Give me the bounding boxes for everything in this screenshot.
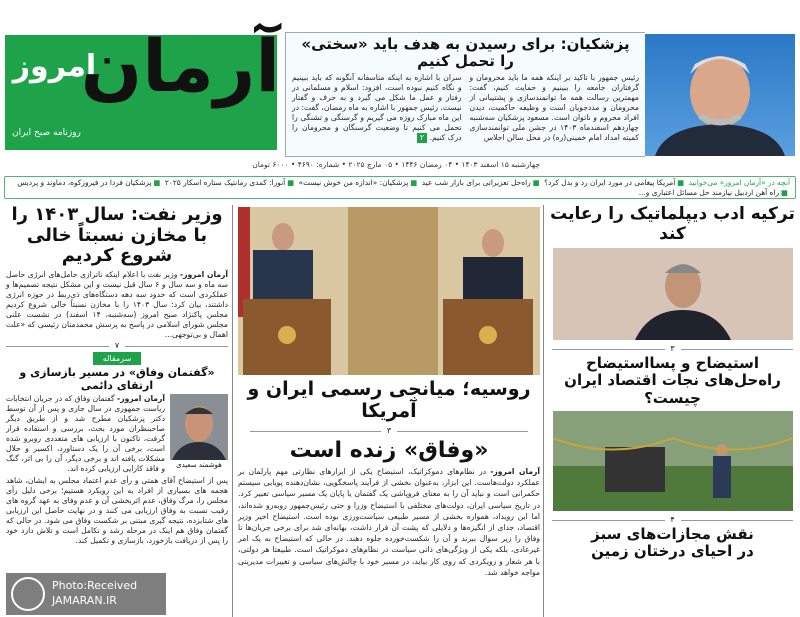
headline-line[interactable]: در احیای درختان زمین [591, 542, 754, 561]
section-divider [250, 425, 528, 435]
parliament-illustration [553, 411, 793, 511]
ticker-item[interactable]: پزشکیان فردا در فیروزکوه، دماوند و پردیس [17, 178, 152, 187]
watermark-text: Photo:Received [52, 579, 138, 592]
vefagh-headline[interactable]: «وفاق» زنده است [289, 437, 489, 463]
impeachment-headline [550, 355, 795, 407]
left-column [6, 205, 228, 617]
news-ticker: آنچه در «آرمان امروز» می‌خوانید ■آمریکا پیغامی در مورد ایران رد و بدل کرد؟ ■راه‌حل تعزیراتی برای بازار شب عید ■پزشکیان: «اندازه من خوش نیست» ■آنورا: کمدی رمانتیک ستاره اسکار ۲۰۲۵ ■پزشکیان فردا در فیروزکوه، دماوند و پردیس ■راه آهن اردبیل نیازمند حل مسائل اعتباری و... [4, 176, 796, 199]
ticker-label: آنچه در «آرمان امروز» می‌خوانید [688, 178, 790, 187]
dateline: چهارشنبه ۱۵ اسفند ۱۴۰۳ • ۰۴ رمضان ۱۴۴۶ • ۰۵ مارچ ۲۰۲۵ • شماره: ۴۶۹۰ • ۶۰۰۰ تومان [252, 160, 540, 169]
newspaper-logo: آرمان [80, 24, 280, 108]
green-penalties-headline [550, 526, 795, 561]
lead-body-col2 [292, 73, 462, 143]
watermark-text: JAMARAN.IR [52, 594, 117, 607]
ticker-item[interactable]: راه‌حل تعزیراتی برای بازار شب عید [421, 178, 531, 187]
byline: آرمان امروز- [179, 270, 228, 280]
page-ref: ۳ [665, 344, 681, 354]
headline-line[interactable]: استیضاح و پسااستیضاح [585, 354, 760, 373]
ticker-item[interactable]: راه آهن اردبیل نیازمند حل مسائل اعتباری و... [638, 187, 780, 197]
lead-headline[interactable]: پزشکیان: برای رسیدن به هدف باید «سختی» را تحمل کنیم [301, 35, 630, 70]
ticker-item[interactable]: پزشکیان: «اندازه من خوش نیست» [298, 178, 409, 187]
article-text: در نظام‌های دموکراتیک، استیضاح یکی از ابزارهای نظارتی مهم پارلمان بر عملکرد دولت‌هاست. این ابزار، به‌عنوان بخشی از فرآیند پاسخگویی، نشان‌دهنده پویایی سیستم حکمرانی است و نباید آن را به معنای فروپاشی یک گفتمان یا پایان یک مسیر سیاسی تعبیر کرد. در تاریخ سیاسی ایران، دولت‌های مختلفی با استیضاح وزرا و حتی رئیس‌جمهور روبه‌رو شده‌اند، اما این رویداد، همواره بخشی از مسیر طبیعی سیاست‌ورزی بوده است. استیضاح اخیر وزیر اقتصاد، جدای از انگیزه‌ها و دلایلی که پشت آن قرار داشت، بهانه‌ای شد برای برخی جریان‌ها تا وفاق را زیر سوال ببرند و آن را شکست‌خورده جلوه دهند. در حالی که استیضاح نه یک امر غیرعادی، بلکه یکی از ویژگی‌های ذاتی سیاست در نظام‌های دموکراتیک است. طبیعتا هر دولتی، با هر شعار و رویکردی که روی کار بیاید، در مسیر خود با چالش‌های سیاسی و تغییرات مدیریتی مواجه خواهد شد. [238, 466, 540, 577]
editorial-body-1 [6, 394, 165, 474]
section-divider [552, 344, 793, 354]
editorial-headline[interactable]: «گفتمان وفاق» در مسیر بازسازی و ارتقای دائمی [19, 366, 215, 392]
diplomats-photo [238, 207, 540, 375]
middle-column [238, 207, 540, 617]
oil-minister-body [6, 270, 228, 340]
column-divider [543, 205, 544, 617]
lead-story[interactable] [285, 32, 645, 157]
editorial-body-2: پس از استیضاح آقای همتی و رأی عدم اعتماد مجلس به ایشان، شاهد هجمه های بسیاری از افراد به این رویکرد هستیم؛ برخی دلیل رأی مجلس را، مرگ وفاق، عدم اثربخشی آن و عدم وفای به عهد گروه های رقیب نسبت به وفاق ارزیابی می کنند و در نهایت حاصل این ارزیابی های شتابزده، نتیجه گیری مبتنی بر شکست وفاق می شود. در حالی که گفتمان وفاق هم اینک در مرحله رشد و تکامل است و تلاش دارد خود را پس از دریافت بازخورد، بازسازی و تکمیل کند. [6, 476, 228, 546]
section-divider [552, 514, 793, 524]
article-text: وزیر نفت با اعلام اینکه ناترازی حامل‌های انرژی حاصل سه ماه و سه سال و ۶ سال قبل نیست و این مشکل نتیجه تصمیم‌ها و عملکردی است که حدود سه دهه دستگاه‌های ذی‌ربط در حوزه انرژی داشتند، بیان کرد: سال ۱۴۰۳ را با مخازن نسبتاً خالی شروع کردیم مجلس پاکنژاد صبح امروز (سه‌شنبه، ۱۴ اسفند) در نشست علنی مجلس شورای اسلامی در پاسخ به پرسش محمدمنان رئیسی که «علت اهمال و بی‌توجهی... [6, 270, 229, 340]
column-divider [232, 205, 233, 617]
ticker-item[interactable]: آمریکا پیغامی در مورد ایران رد و بدل کرد؟ [544, 178, 676, 187]
columnist-block [170, 394, 228, 474]
section-divider [6, 341, 228, 351]
headline-line[interactable]: نقش مجازات‌های سبز [591, 524, 754, 543]
page-ref: ۲ [417, 133, 427, 143]
portrait-illustration [645, 34, 795, 156]
portrait-illustration [553, 248, 793, 340]
jamaran-logo-icon [11, 577, 45, 611]
lead-body-col2-text: سران با اشاره به اینکه متاسفانه آنگونه که باید ببینیم و نگاه کنیم نبوده است، افزود: اسلام و مسلمانی در رفتار و عمل ما شکل می گیرد و به حرف و گفتار نیست. رئیس جمهور با اشاره به ماه رمضان، گفت: در این ماه مبارک روزه می گیریم و گرسنگی و تشنگی را تحمل می کنیم تا وضعیت گرسنگان و محرومان را درک کنیم. [292, 73, 462, 142]
turkey-headline[interactable]: ترکیه ادب دیپلماتیک را رعایت کند [550, 204, 795, 244]
page-ref: ۷ [109, 341, 125, 351]
logo-subtitle: امروز [12, 49, 97, 84]
vefagh-body [238, 466, 540, 578]
editorial-tag: سرمقاله [93, 352, 142, 365]
president-photo [645, 34, 795, 156]
page-ref: ۴ [665, 515, 681, 525]
lead-body-col1: رئیس جمهور با تاکید بر اینکه همه ما باید محرومان و گرفتاران جامعه را ببینیم و حمایت کنیم، گفت: مهمترین رسالت همه ما توانمندسازی و پشتیبانی از محرومان و مددجویان است و وظیفه حاکمیت، دیدن افراد محروم و ناتوان است. مسعود پزشکیان سه‌شنبه چهاردهم اسفندماه ۱۴۰۳ در جشن ملی توانمندسازی کمیته امداد امام خمینی(ره) در محل سالن اجلاس [469, 73, 639, 142]
portrait-illustration [170, 394, 228, 460]
editorial-body-2-wrap [6, 476, 228, 617]
watermark [6, 573, 166, 615]
article-text: گفتمان وفاق که در جریان انتخابات ریاست جمهوری در سال جاری و پس از آن توسط دکتر پزشکیان مطرح شد و از طریق دیگر صاحبنظران مورد بحث، بررسی و استفاده قرار گرفت، تاکنون با ارزیابی های متعددی روبرو شده است، برخی آن را یک دستاورد، اکسیر و حلال مشکلات یافته اند و برخی دیگر، آن را بی اثر، گنگ و فاقد کارایی ارزیابی کرده اند. [6, 394, 165, 474]
page-ref: ۳ [381, 426, 397, 436]
logo-tagline: روزنامه صبح ایران [12, 128, 81, 138]
russia-mediator-headline[interactable]: روسیه؛ میانجی رسمی ایران و آمریکا [247, 378, 531, 422]
oil-minister-headline[interactable]: وزیر نفت: سال ۱۴۰۳ را با مخازن نسبتاً خالی شروع کردیم [11, 204, 223, 267]
parliament-photo [553, 411, 793, 511]
press-conference-illustration [238, 207, 540, 375]
byline: آرمان امروز- [490, 466, 540, 476]
official-photo [553, 248, 793, 340]
headline-line[interactable]: راه‌حل‌های نجات اقتصاد ایران چیست؟ [564, 371, 781, 407]
ticker-item[interactable]: آنورا: کمدی رمانتیک ستاره اسکار ۲۰۲۵ [164, 178, 286, 187]
byline: آرمان امروز- [117, 394, 165, 404]
columnist-photo [170, 394, 228, 460]
right-column [550, 205, 795, 617]
editorial-top [6, 394, 228, 474]
columnist-caption: هوشمند سعیدی [176, 461, 222, 470]
